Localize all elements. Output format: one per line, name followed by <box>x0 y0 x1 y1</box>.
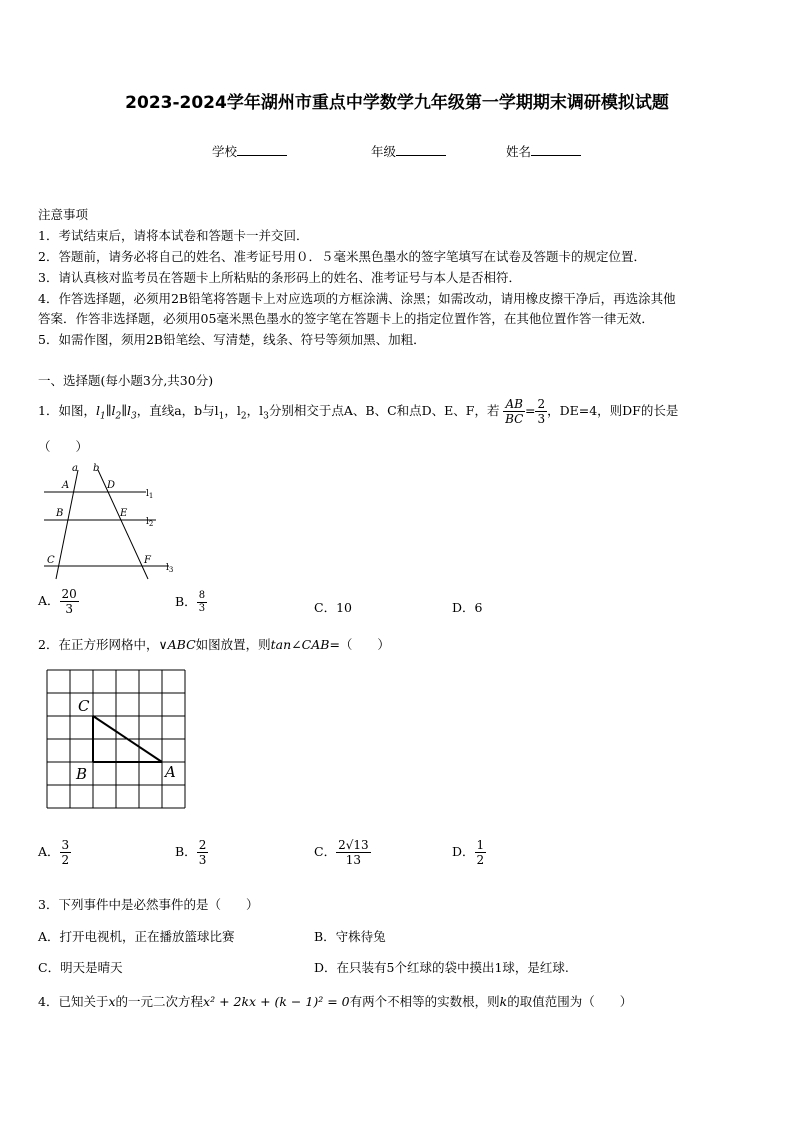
q4-equation: x² + 2kx + (k − 1)² = 0 <box>203 994 350 1009</box>
section-heading: 一、选择题(每小题3分,共30分) <box>38 373 214 388</box>
q2-grid-figure <box>46 669 186 809</box>
school-field <box>212 142 287 160</box>
q1-tail: ，DE=4，则DF的长是 <box>547 403 679 418</box>
q1-option-b[interactable]: B． $\frac{8}{3}$ <box>175 590 206 614</box>
school-blank[interactable] <box>237 143 287 156</box>
q2-option-b[interactable]: B． $\frac{2}{3}$ <box>175 838 207 867</box>
label-A: A <box>62 480 70 491</box>
label-F: F <box>144 555 151 566</box>
grade-blank[interactable] <box>396 143 446 156</box>
q2-stem: 2．在正方形网格中，∨ABC如图放置，则tan∠CAB=（ ） <box>38 637 390 652</box>
q1-ratio-rhs: $\frac{2}{3}$ <box>537 397 546 426</box>
q1-prefix: 1．如图， <box>38 403 96 418</box>
q1-stem: 1．如图，$l_1\parallel l_2\parallel l_3$，直线a，b与$l_1$，$l_2$，$l_3$分别相交于点A、B、C和点D、E、F，若 $\frac{AB}{BC}$ = $\frac{2}{3}$ ，DE=4，则DF的长是 <box>38 397 679 426</box>
label-C: C <box>47 555 55 566</box>
label-l1: $l_1$ <box>146 489 154 500</box>
name-label: 姓名 <box>506 144 532 159</box>
note-item: 答案．作答非选择题，必须用05毫米黑色墨水的签字笔在答题卡上的指定位置作答，在其他位置作答一律无效． <box>38 311 654 326</box>
q3-stem: 3．下列事件中是必然事件的是（ ） <box>38 897 259 912</box>
q1-option-d[interactable]: D．6 <box>452 600 483 615</box>
label-a: a <box>72 463 78 474</box>
note-item: 1．考试结束后，请将本试卷和答题卡一并交回． <box>38 228 309 243</box>
q2-option-c[interactable]: C． $\frac{2√13}{13}$ <box>314 838 369 867</box>
label-B: B <box>56 508 64 519</box>
school-label: 学校 <box>212 144 238 159</box>
label-l3: $l_3$ <box>166 563 174 574</box>
q2-expr: tan∠CAB <box>270 637 330 652</box>
q3-option-a[interactable]: A．打开电视机，正在播放篮球比赛 <box>38 929 235 944</box>
q2-option-d[interactable]: D． $\frac{1}{2}$ <box>452 838 485 867</box>
q1-parallel-lines: $l_1\parallel l_2\parallel l_3$ <box>95 403 137 422</box>
label-l2: $l_2$ <box>146 517 154 528</box>
q1-paren: （ ） <box>38 439 89 454</box>
label-b: b <box>93 463 100 474</box>
label-E: E <box>120 508 128 519</box>
note-item: 5．如需作图，须用2B铅笔绘、写清楚，线条、符号等须加黑、加粗． <box>38 332 426 347</box>
q2-triangle: ∨ABC <box>158 637 196 652</box>
q3-option-b[interactable]: B．守株待兔 <box>314 929 386 944</box>
q4-stem: 4．已知关于x的一元二次方程x² + 2kx + (k − 1)² = 0有两个不相等的实数根，则k的取值范围为（ ） <box>38 994 633 1009</box>
grade-label: 年级 <box>371 144 397 159</box>
q3-option-d[interactable]: D．在只装有5个红球的袋中摸出1球，是红球. <box>314 960 569 975</box>
grade-field <box>371 142 446 160</box>
q1-ratio-lhs: $\frac{AB}{BC}$ <box>505 397 524 426</box>
q1-mid2: 分别相交于点A、B、C和点D、E、F，若 <box>268 403 500 418</box>
name-field <box>506 142 581 160</box>
q1-figure <box>36 462 186 582</box>
page-title: 2023-2024学年湖州市重点中学数学九年级第一学期期末调研模拟试题 <box>125 93 669 113</box>
name-blank[interactable] <box>531 143 581 156</box>
label-C: C <box>78 697 90 715</box>
notes-heading: 注意事项 <box>38 207 89 222</box>
q3-option-c[interactable]: C．明天是晴天 <box>38 960 123 975</box>
q1-mid: ，直线a，b与l <box>136 403 219 418</box>
note-item: 4．作答选择题，必须用2B铅笔将答题卡上对应选项的方框涂满、涂黑；如需改动，请用橡皮擦干净后，再选涂其他 <box>38 291 676 306</box>
label-A: A <box>165 763 176 781</box>
q1-option-a[interactable]: A． $\frac{20}{3}$ <box>38 587 77 616</box>
q2-option-a[interactable]: A． $\frac{3}{2}$ <box>38 838 70 867</box>
note-item: 3．请认真核对监考员在答题卡上所粘贴的条形码上的姓名、准考证号与本人是否相符． <box>38 270 521 285</box>
line-b <box>98 470 148 579</box>
note-item: 2．答题前，请务必将自己的姓名、准考证号用０．５毫米黑色墨水的签字笔填写在试卷及答题卡的规定位置． <box>38 249 646 264</box>
q1-option-c[interactable]: C．10 <box>314 600 352 615</box>
label-B: B <box>76 765 88 783</box>
label-D: D <box>107 480 116 491</box>
